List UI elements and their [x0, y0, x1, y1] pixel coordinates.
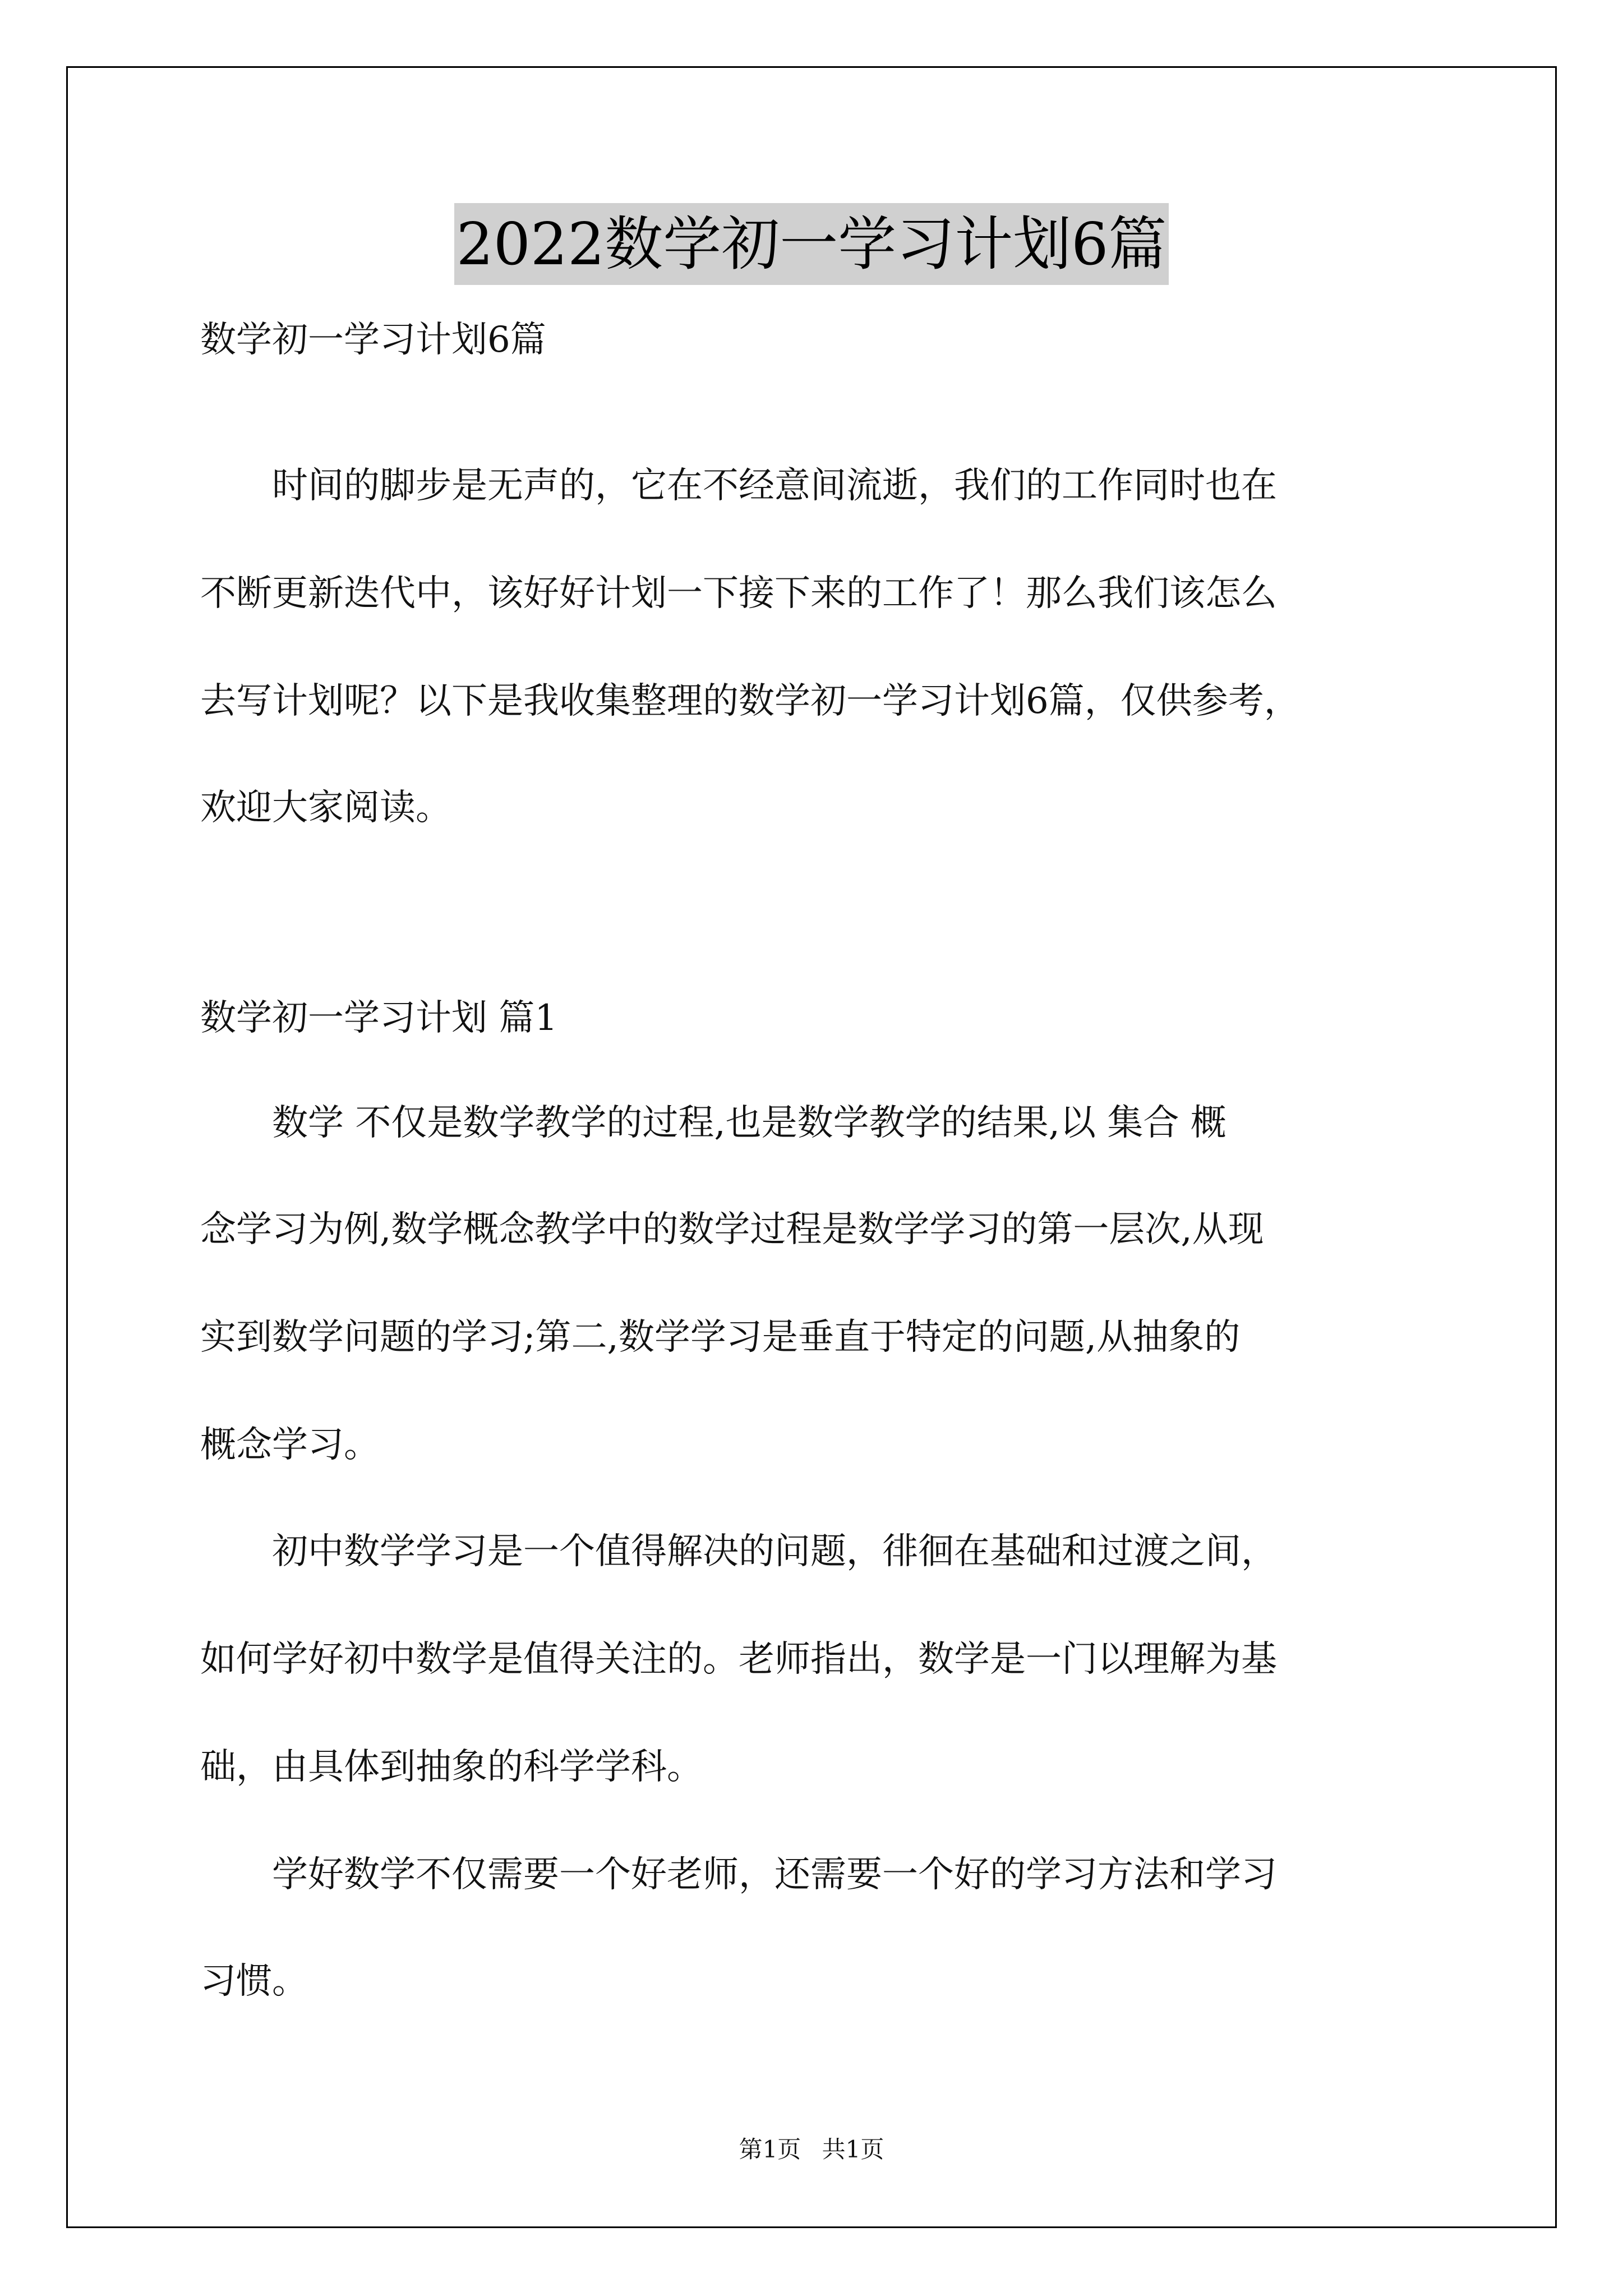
- section-line-1: 数学 不仅是数学教学的过程,也是数学教学的结果,以 集合 概: [200, 1102, 1227, 1144]
- document-subtitle: 数学初一学习计划6篇: [200, 319, 546, 361]
- page-footer: [0, 2134, 1623, 2165]
- page-number: 第1页: [739, 2136, 801, 2163]
- section-line-4: 概念学习。: [200, 1424, 380, 1466]
- page-border: [66, 66, 1557, 2228]
- section-line-7: 础，由具体到抽象的科学学科。: [200, 1746, 703, 1788]
- section-line-9: 习惯。: [200, 1961, 308, 2002]
- section-line-3: 实到数学问题的学习;第二,数学学习是垂直于特定的问题,从抽象的: [200, 1317, 1241, 1358]
- intro-line-2: 不断更新迭代中，该好好计划一下接下来的工作了！那么我们该怎么: [200, 573, 1277, 614]
- intro-line-3: 去写计划呢？以下是我收集整理的数学初一学习计划6篇，仅供参考，: [200, 680, 1300, 722]
- document-title: 2022数学初一学习计划6篇: [454, 203, 1169, 285]
- section-line-2: 念学习为例,数学概念教学中的数学过程是数学学习的第一层次,从现: [200, 1209, 1264, 1250]
- section-line-5: 初中数学学习是一个值得解决的问题，徘徊在基础和过渡之间，: [200, 1531, 1277, 1572]
- intro-line-1: 时间的脚步是无声的，它在不经意间流逝，我们的工作同时也在: [200, 465, 1277, 507]
- section-line-6: 如何学好初中数学是值得关注的。老师指出，数学是一门以理解为基: [200, 1639, 1277, 1680]
- section-line-8: 学好数学不仅需要一个好老师，还需要一个好的学习方法和学习: [200, 1854, 1277, 1895]
- intro-line-4: 欢迎大家阅读。: [200, 787, 451, 829]
- page-total: 共1页: [822, 2136, 884, 2163]
- section-heading: 数学初一学习计划 篇1: [200, 997, 558, 1039]
- title-container: [0, 203, 1623, 285]
